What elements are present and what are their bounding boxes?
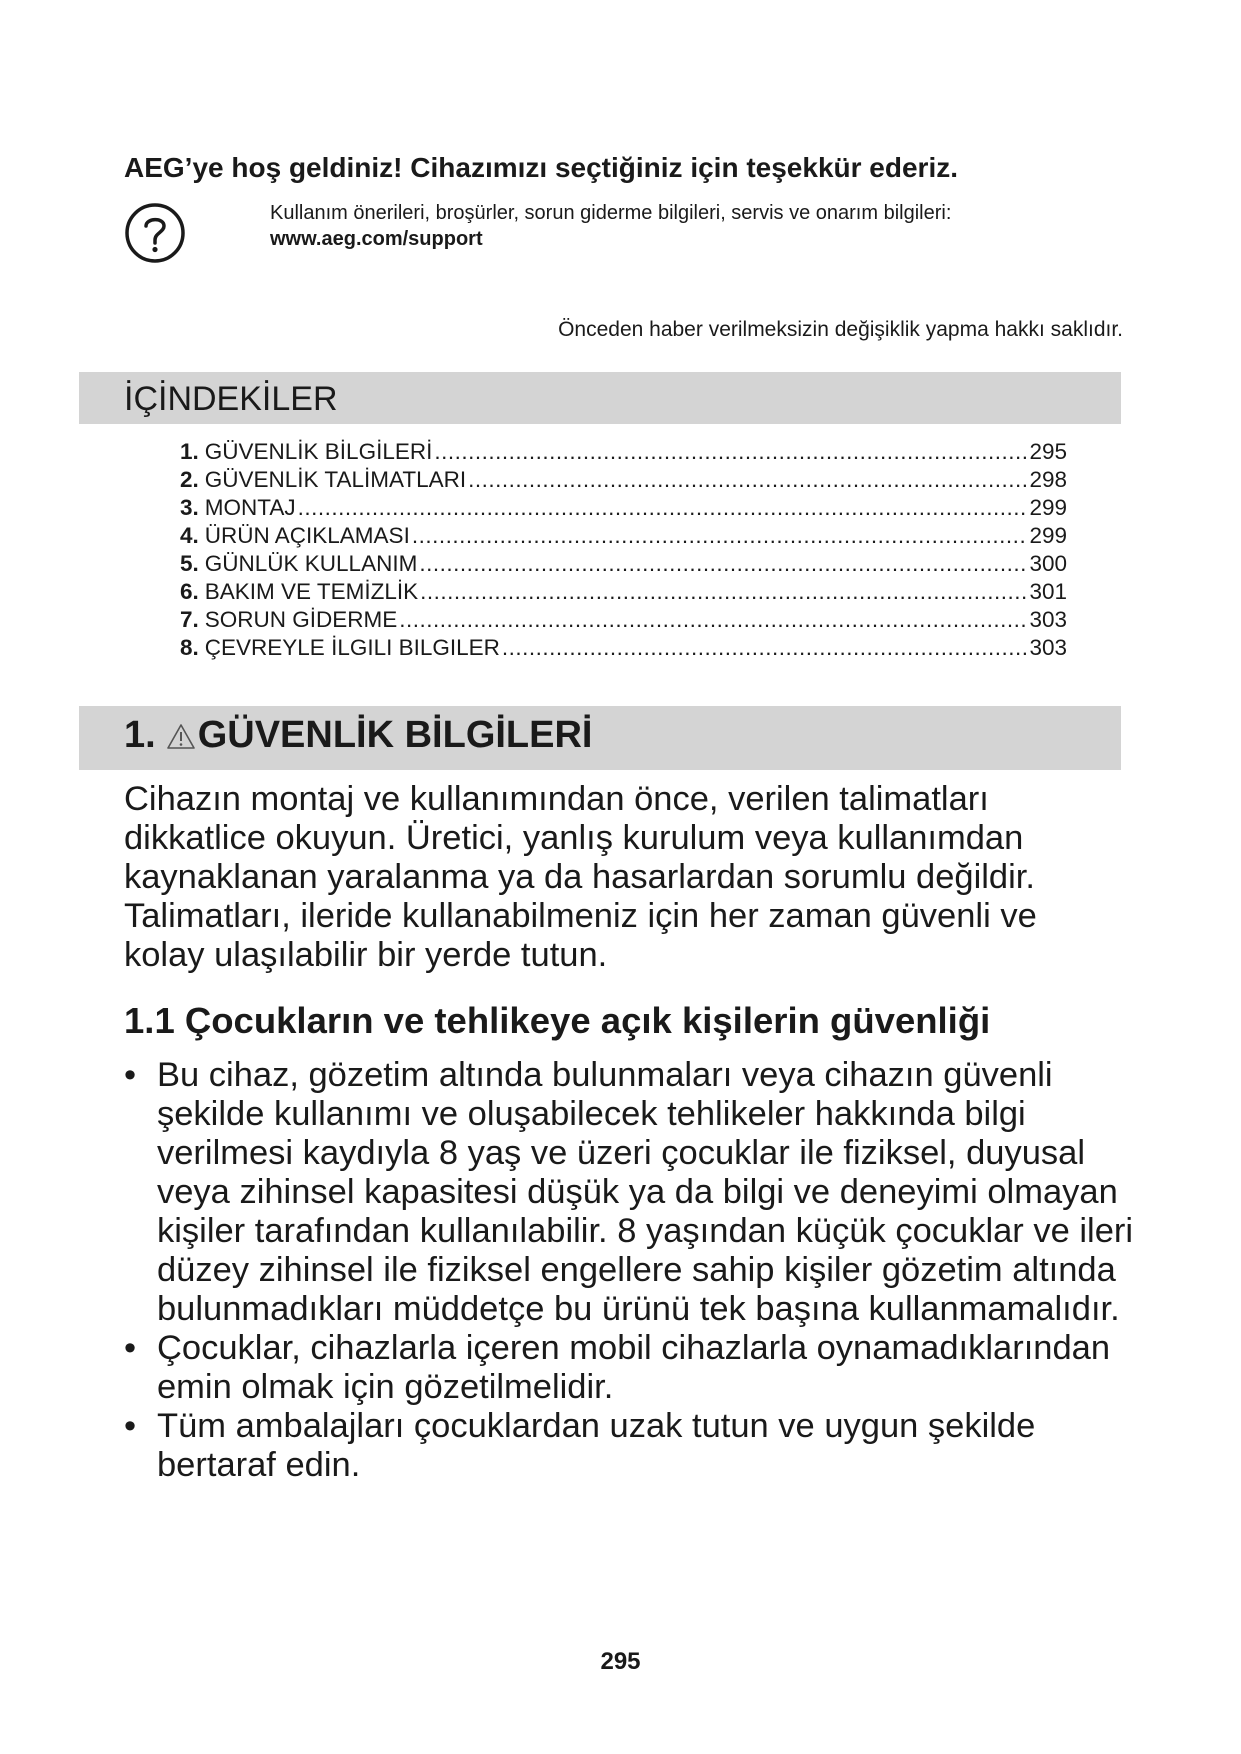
intro-paragraph: Cihazın montaj ve kullanımından önce, verilen talimatları dikkatlice okuyun. Üretici, yanlış kurulum veya kullanımdan kaynaklanan yaralanma ya da hasarlardan sorumlu değildir. Talimatları, ileride kullanabilmeniz için her zaman güvenli ve kolay ulaşılabilir bir yerde tutun. xyxy=(124,780,1037,974)
toc-item-page: 299 xyxy=(1029,495,1067,520)
bullet-text: Tüm ambalajları çocuklardan uzak tutun ve uygun şekilde bertaraf edin. xyxy=(157,1407,1036,1484)
toc-item-page: 303 xyxy=(1029,635,1067,660)
toc-item-number: 7. xyxy=(180,607,199,632)
toc-item-page: 301 xyxy=(1029,579,1067,604)
toc-leader-dots xyxy=(434,438,1027,466)
toc-leader-dots xyxy=(419,550,1027,578)
toc-item-label: ÜRÜN AÇIKLAMASI xyxy=(204,523,410,548)
question-mark-icon xyxy=(124,202,186,264)
toc-item-number: 8. xyxy=(180,635,199,660)
toc-item-label: ÇEVREYLE İLGILI BILGILER xyxy=(204,635,500,660)
toc-item[interactable] xyxy=(180,466,1067,494)
toc-item-number: 5. xyxy=(180,551,199,576)
toc-item-label: GÜVENLİK BİLGİLERİ xyxy=(204,439,433,464)
toc-item[interactable] xyxy=(180,550,1067,578)
toc-item[interactable] xyxy=(180,578,1067,606)
toc-item-label: GÜVENLİK TALİMATLARI xyxy=(204,467,467,492)
toc-leader-dots xyxy=(399,606,1027,634)
toc-item-number: 1. xyxy=(180,439,199,464)
toc-item-number: 4. xyxy=(180,523,199,548)
toc-item[interactable] xyxy=(180,634,1067,662)
list-item xyxy=(124,1407,1134,1485)
toc-item-page: 295 xyxy=(1029,439,1067,464)
toc-item-label: GÜNLÜK KULLANIM xyxy=(204,551,418,576)
toc-leader-dots xyxy=(468,466,1027,494)
toc-list xyxy=(180,438,1067,662)
toc-item-label: MONTAJ xyxy=(204,495,296,520)
toc-item[interactable] xyxy=(180,522,1067,550)
toc-leader-dots xyxy=(412,522,1028,550)
toc-item[interactable] xyxy=(180,438,1067,466)
toc-item[interactable] xyxy=(180,494,1067,522)
section-title-text: GÜVENLİK BİLGİLERİ xyxy=(197,714,593,756)
toc-item-number: 6. xyxy=(180,579,199,604)
toc-item[interactable] xyxy=(180,606,1067,634)
toc-item-page: 300 xyxy=(1029,551,1067,576)
toc-leader-dots xyxy=(502,634,1028,662)
toc-leader-dots xyxy=(420,578,1027,606)
support-link[interactable]: www.aeg.com/support xyxy=(270,228,483,250)
toc-item-page: 298 xyxy=(1029,467,1067,492)
subsection-title: 1.1 Çocukların ve tehlikeye açık kişilerin güvenliği xyxy=(124,1000,991,1041)
list-item xyxy=(124,1329,1134,1407)
section-number: 1. xyxy=(124,714,156,756)
warning-triangle-icon xyxy=(166,722,196,750)
toc-item-number: 2. xyxy=(180,467,199,492)
list-item xyxy=(124,1056,1134,1329)
toc-title: İÇİNDEKİLER xyxy=(124,380,338,418)
toc-item-label: BAKIM VE TEMİZLİK xyxy=(204,579,419,604)
section-title xyxy=(124,714,593,757)
toc-item-page: 303 xyxy=(1029,607,1067,632)
toc-item-number: 3. xyxy=(180,495,199,520)
support-info xyxy=(270,200,951,252)
change-notice: Önceden haber verilmeksizin değişiklik yapma hakkı saklıdır. xyxy=(558,318,1123,341)
safety-bullet-list xyxy=(124,1056,1134,1485)
bullet-text: Bu cihaz, gözetim altında bulunmaları veya cihazın güvenli şekilde kullanımı ve oluşabilecek tehlikeler hakkında bilgi verilmesi kaydıyla 8 yaş ve üzeri çocuklar ile fiziksel, duyusal veya zihinsel kapasitesi düşük ya da bilgi ve deneyimi olmayan kişiler tarafından kullanılabilir. 8 yaşından küçük çocuklar ve ileri düzey zihinsel ile fiziksel engellere sahip kişiler gözetim altında bulunmadıkları müddetçe bu ürünü tek başına kullanmamalıdır. xyxy=(157,1056,1134,1328)
toc-item-label: SORUN GİDERME xyxy=(204,607,398,632)
support-description: Kullanım önerileri, broşürler, sorun giderme bilgileri, servis ve onarım bilgileri: xyxy=(270,202,952,224)
toc-leader-dots xyxy=(298,494,1028,522)
toc-item-page: 299 xyxy=(1029,523,1067,548)
bullet-text: Çocuklar, cihazlarla içeren mobil cihazlarla oynamadıklarından emin olmak için gözetilmelidir. xyxy=(157,1329,1111,1406)
page-number: 295 xyxy=(600,1648,641,1675)
welcome-heading: AEG’ye hoş geldiniz! Cihazımızı seçtiğiniz için teşekkür ederiz. xyxy=(124,152,958,183)
